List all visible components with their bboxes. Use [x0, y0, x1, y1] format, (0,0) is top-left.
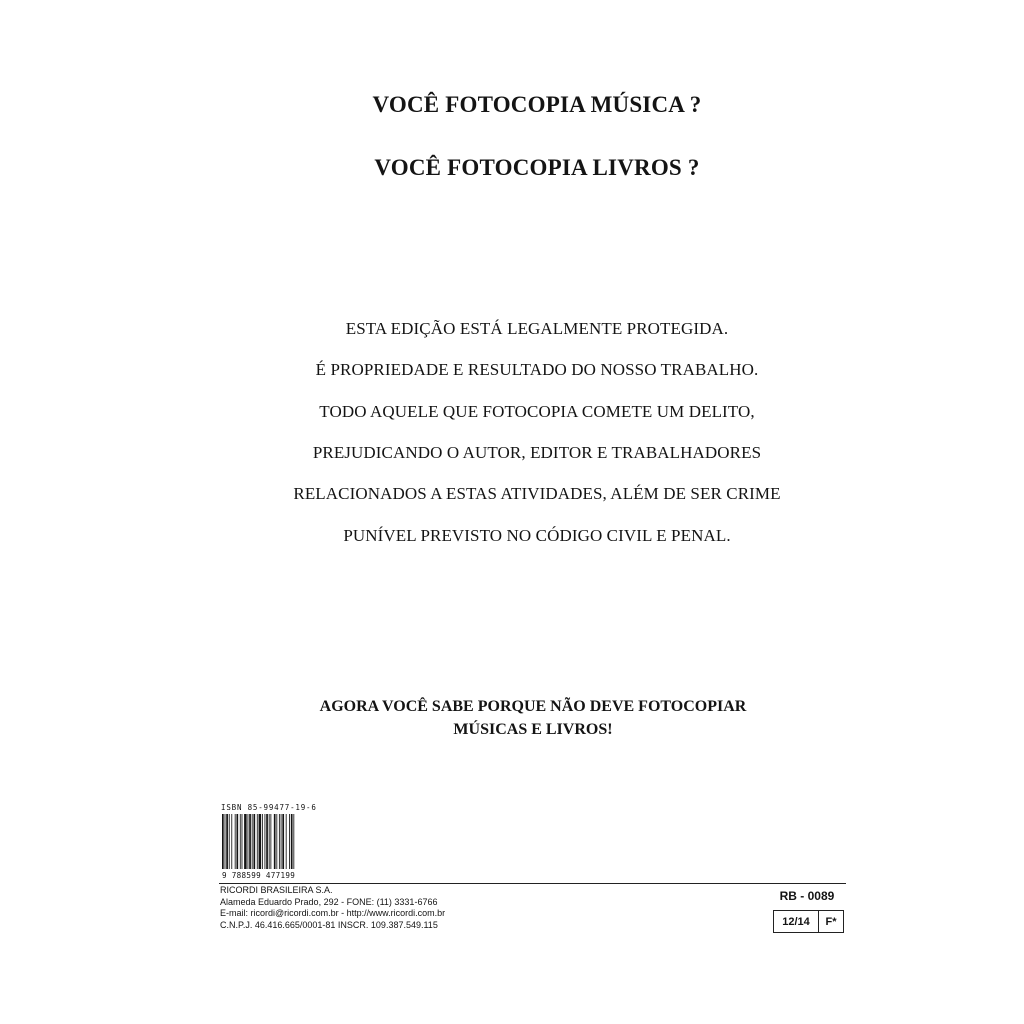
- publisher-address: Alameda Eduardo Prado, 292 - FONE: (11) 3331-6766: [220, 897, 438, 907]
- barcode-bar: [276, 814, 277, 869]
- barcode-bar: [270, 814, 271, 869]
- publisher-name: RICORDI BRASILEIRA S.A.: [220, 885, 333, 895]
- barcode-bar: [259, 814, 262, 869]
- barcode-bar: [248, 814, 249, 869]
- barcode-bar: [222, 814, 224, 869]
- isbn-label: ISBN 85-99477-19-6: [221, 803, 317, 812]
- barcode-bar: [253, 814, 255, 869]
- barcode-bar: [240, 814, 241, 869]
- barcode-bar: [226, 814, 228, 869]
- barcode-bar: [235, 814, 236, 869]
- barcode-bar: [269, 814, 270, 869]
- notice-line: PREJUDICANDO O AUTOR, EDITOR E TRABALHADORES: [312, 443, 762, 462]
- closing-line: MÚSICAS E LIVROS!: [453, 721, 613, 738]
- barcode-bar: [281, 814, 282, 869]
- publisher-contact: E-mail: ricordi@ricordi.com.br - http://www.ricordi.com.br: [220, 908, 446, 918]
- heading-music: VOCÊ FOTOCOPIA MÚSICA ?: [372, 92, 702, 117]
- notice-line: PUNÍVEL PREVISTO NO CÓDIGO CIVIL E PENAL.: [343, 526, 731, 545]
- catalog-code: RB - 0089: [779, 889, 835, 903]
- footer-divider: [219, 883, 846, 884]
- publisher-registry: C.N.P.J. 46.416.665/0001-81 INSCR. 109.387.549.115: [220, 920, 438, 930]
- notice-line: É PROPRIEDADE E RESULTADO DO NOSSO TRABALHO.: [315, 360, 759, 379]
- barcode-bar: [286, 814, 287, 869]
- barcode-bar: [282, 814, 284, 869]
- edition-code-box: [773, 910, 844, 933]
- barcode-bar: [289, 814, 290, 869]
- notice-line: ESTA EDIÇÃO ESTÁ LEGALMENTE PROTEGIDA.: [345, 319, 729, 338]
- closing-line: AGORA VOCÊ SABE PORQUE NÃO DEVE FOTOCOPIAR: [319, 698, 747, 715]
- barcode-bar: [293, 814, 294, 869]
- barcode-bar: [265, 814, 266, 869]
- barcode-bar: [249, 814, 251, 869]
- barcode-bar: [266, 814, 268, 869]
- barcode-bar: [225, 814, 226, 869]
- barcode-digits: 9 788599 477199: [222, 871, 296, 880]
- barcode-bar: [257, 814, 258, 869]
- barcode-bar: [229, 814, 230, 869]
- barcode-bar: [252, 814, 253, 869]
- barcode-bar: [274, 814, 276, 869]
- isbn-barcode: [222, 814, 318, 880]
- grade-code: F*: [825, 915, 837, 928]
- edition-code: 12/14: [774, 911, 819, 932]
- barcode-bar: [279, 814, 280, 869]
- notice-line: RELACIONADOS A ESTAS ATIVIDADES, ALÉM DE SER CRIME: [293, 484, 781, 503]
- barcode-bar: [231, 814, 232, 869]
- barcode-bar: [242, 814, 243, 869]
- barcode-bars: [222, 814, 294, 869]
- notice-line: TODO AQUELE QUE FOTOCOPIA COMETE UM DELITO,: [319, 402, 755, 421]
- barcode-bar: [291, 814, 293, 869]
- barcode-bar: [236, 814, 238, 869]
- barcode-bar: [244, 814, 247, 869]
- heading-books: VOCÊ FOTOCOPIA LIVROS ?: [374, 155, 700, 180]
- barcode-bar: [262, 814, 263, 869]
